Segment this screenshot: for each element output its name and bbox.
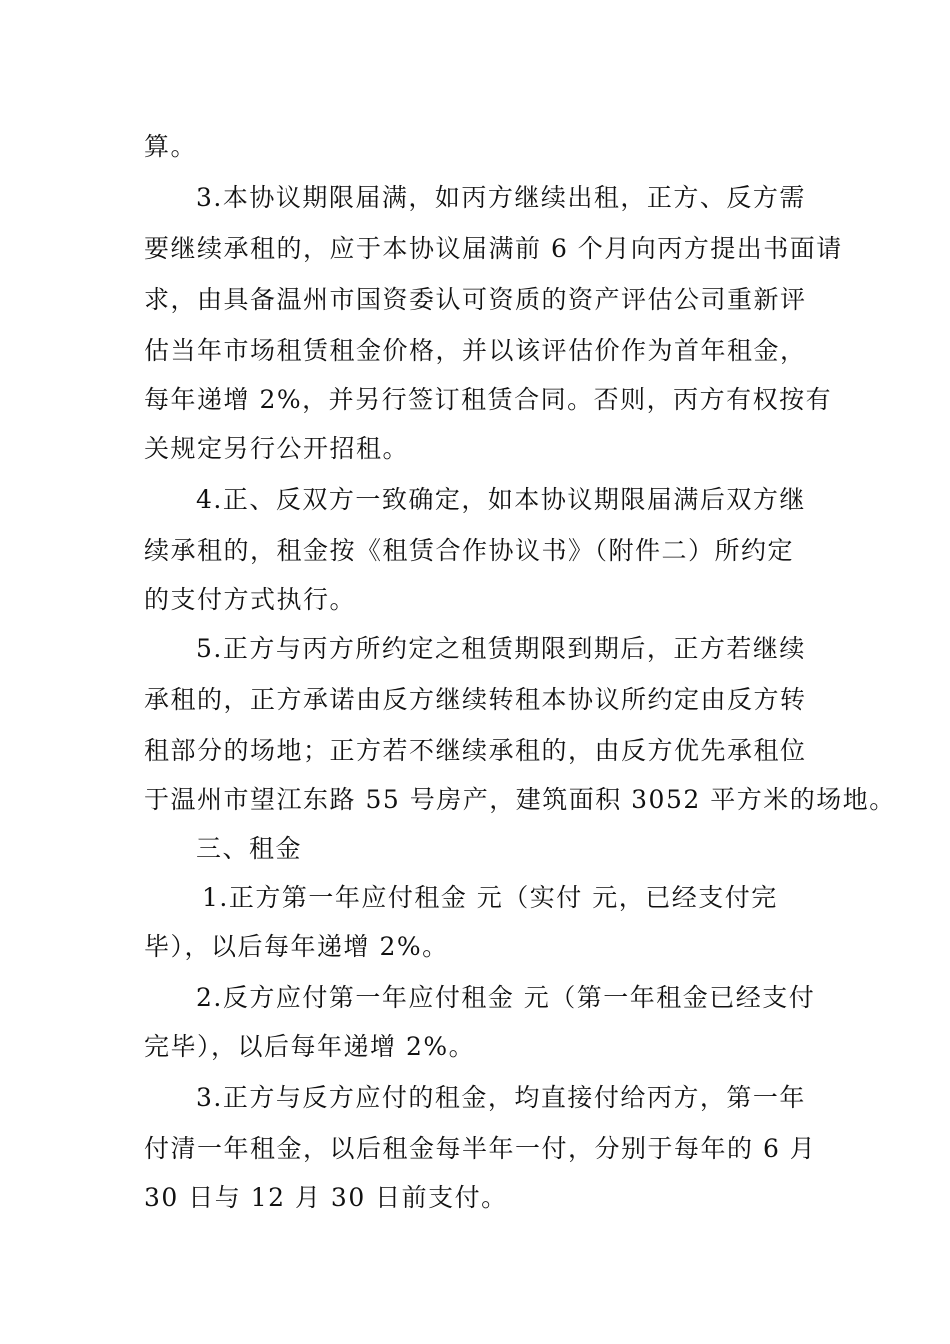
text-line: 3.正方与反方应付的租金，均直接付给丙方，第一年 bbox=[196, 1083, 806, 1112]
text-line: 于温州市望江东路 55 号房产，建筑面积 3052 平方米的场地。 bbox=[144, 785, 896, 814]
text-line: 5.正方与丙方所约定之租赁期限到期后，正方若继续 bbox=[196, 634, 806, 663]
text-line: 估当年市场租赁租金价格，并以该评估价作为首年租金， bbox=[144, 336, 807, 365]
text-line: 求，由具备温州市国资委认可资质的资产评估公司重新评 bbox=[144, 285, 807, 314]
text-line: 付清一年租金，以后租金每半年一付，分别于每年的 6 月 bbox=[144, 1134, 817, 1163]
text-line: 每年递增 2%，并另行签订租赁合同。否则，丙方有权按有 bbox=[144, 385, 833, 414]
text-line: 租部分的场地；正方若不继续承租的，由反方优先承租位 bbox=[144, 736, 807, 765]
text-line: 承租的，正方承诺由反方继续转租本协议所约定由反方转 bbox=[144, 685, 807, 714]
text-line: 4.正、反双方一致确定，如本协议期限届满后双方继 bbox=[196, 485, 806, 514]
text-line: 2.反方应付第一年应付租金 元（第一年租金已经支付 bbox=[196, 983, 816, 1012]
text-line: 30 日与 12 月 30 日前支付。 bbox=[144, 1183, 508, 1212]
section-heading: 三、租金 bbox=[196, 834, 303, 863]
text-line: 完毕），以后每年递增 2%。 bbox=[144, 1032, 476, 1061]
text-line: 毕），以后每年递增 2%。 bbox=[144, 932, 449, 961]
text-line: 的支付方式执行。 bbox=[144, 585, 357, 614]
text-line: 续承租的，租金按《租赁合作协议书》（附件二）所约定 bbox=[144, 536, 795, 565]
text-line: 算。 bbox=[144, 132, 198, 161]
text-line: 1.正方第一年应付租金 元（实付 元，已经支付完 bbox=[202, 883, 778, 912]
text-line: 关规定另行公开招租。 bbox=[144, 434, 410, 463]
text-line: 要继续承租的，应于本协议届满前 6 个月向丙方提出书面请 bbox=[144, 234, 843, 263]
text-line: 3.本协议期限届满，如丙方继续出租，正方、反方需 bbox=[196, 183, 806, 212]
